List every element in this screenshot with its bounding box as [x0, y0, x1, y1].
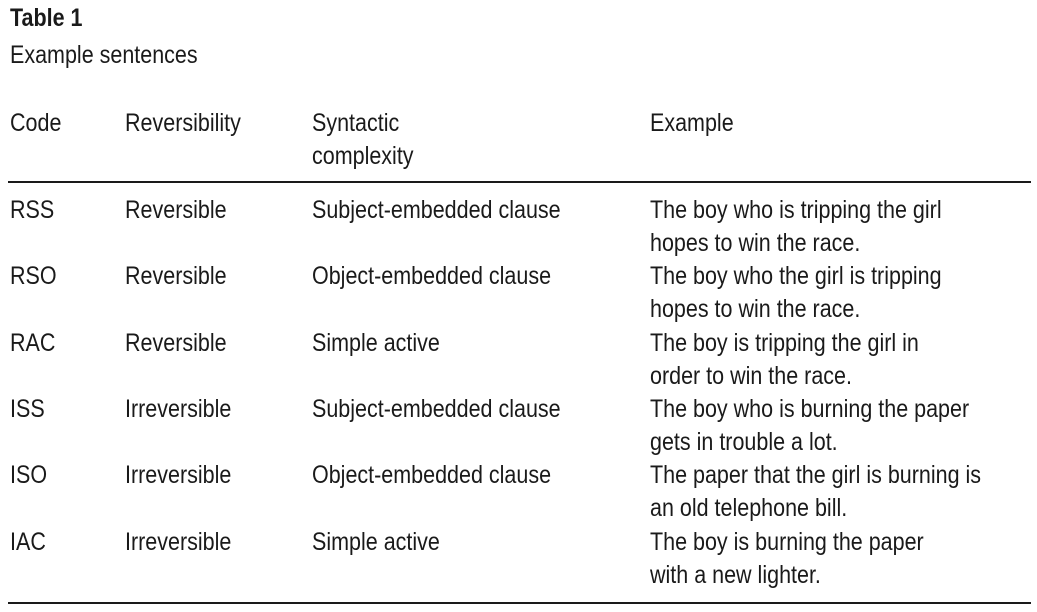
- example-line1: The boy who is tripping the girl: [650, 196, 942, 224]
- example-line1: The paper that the girl is burning is: [650, 461, 982, 489]
- cell-code: ISO: [10, 461, 48, 489]
- example-line2: gets in trouble a lot.: [650, 428, 838, 456]
- cell-syntactic: Subject-embedded clause: [312, 196, 561, 224]
- example-line1: The boy who the girl is tripping: [650, 262, 942, 290]
- cell-reversibility: Reversible: [125, 329, 227, 357]
- cell-example: [650, 327, 919, 393]
- cell-example: [650, 459, 981, 525]
- cell-syntactic: Object-embedded clause: [312, 262, 552, 290]
- cell-reversibility: Irreversible: [125, 461, 232, 489]
- table-row: [0, 459, 1037, 525]
- example-line1: The boy is burning the paper: [650, 528, 924, 556]
- cell-syntactic: Object-embedded clause: [312, 461, 552, 489]
- header-reversibility: Reversibility: [125, 109, 241, 137]
- cell-code: RAC: [10, 329, 56, 357]
- cell-example: [650, 393, 969, 459]
- header-syntactic-line2: complexity: [312, 142, 414, 170]
- cell-reversibility: Irreversible: [125, 528, 232, 556]
- header-example: Example: [650, 109, 734, 137]
- example-line1: The boy is tripping the girl in: [650, 329, 919, 357]
- cell-reversibility: Reversible: [125, 196, 227, 224]
- cell-reversibility: Irreversible: [125, 395, 232, 423]
- cell-code: RSO: [10, 262, 57, 290]
- cell-code: RSS: [10, 196, 55, 224]
- cell-example: [650, 194, 942, 260]
- cell-code: IAC: [10, 528, 46, 556]
- table-row: [0, 327, 1037, 393]
- cell-syntactic: Subject-embedded clause: [312, 395, 561, 423]
- header-syntactic-line1: Syntactic: [312, 109, 400, 137]
- header-rule: [8, 181, 1031, 183]
- cell-example: [650, 260, 942, 326]
- cell-reversibility: Reversible: [125, 262, 227, 290]
- cell-syntactic: Simple active: [312, 528, 440, 556]
- example-line2: an old telephone bill.: [650, 494, 848, 522]
- table-row: [0, 260, 1037, 326]
- header-code: Code: [10, 109, 62, 137]
- table-row: [0, 393, 1037, 459]
- cell-example: [650, 526, 924, 592]
- example-line1: The boy who is burning the paper: [650, 395, 970, 423]
- example-line2: order to win the race.: [650, 362, 852, 390]
- cell-code: ISS: [10, 395, 45, 423]
- table-caption: Example sentences: [10, 41, 198, 69]
- example-line2: with a new lighter.: [650, 561, 821, 589]
- example-line2: hopes to win the race.: [650, 295, 861, 323]
- example-line2: hopes to win the race.: [650, 229, 861, 257]
- table-row: [0, 194, 1037, 260]
- table-title: Table 1: [10, 4, 83, 32]
- header-syntactic-complexity: [312, 107, 414, 173]
- table-row: [0, 526, 1037, 592]
- cell-syntactic: Simple active: [312, 329, 440, 357]
- bottom-rule: [8, 602, 1031, 604]
